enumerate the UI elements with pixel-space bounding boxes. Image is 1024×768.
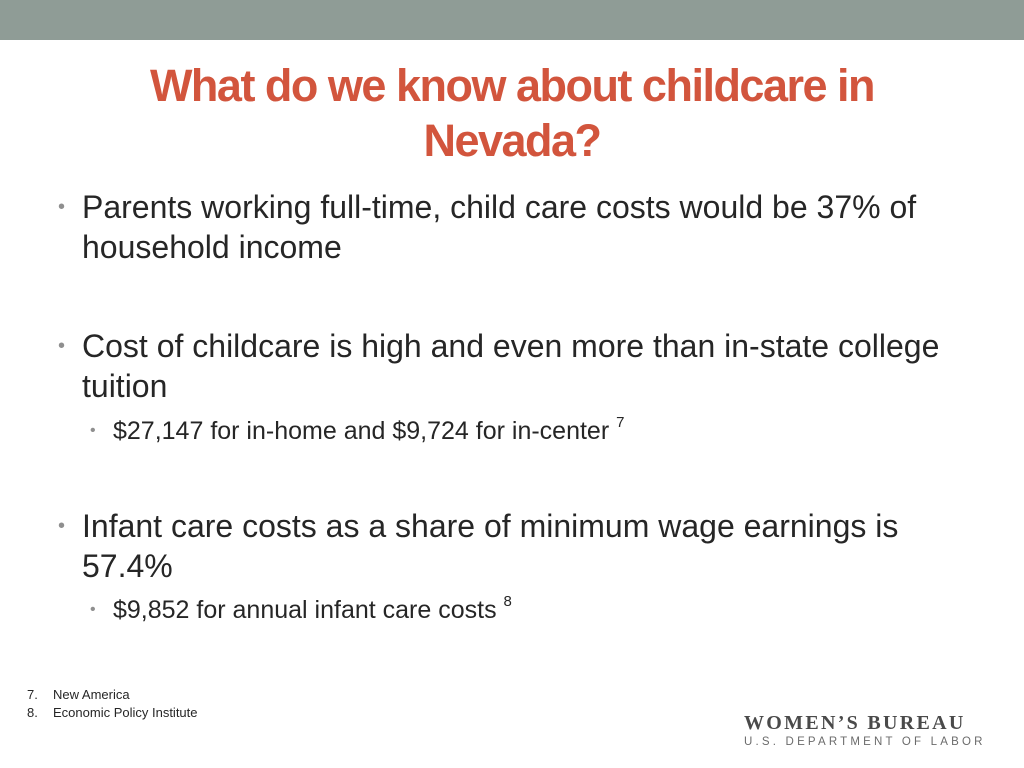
bullet-dot-icon: • xyxy=(58,335,66,357)
slide-title: What do we know about childcare in Nevada? xyxy=(149,60,875,166)
footnote-item xyxy=(27,686,198,704)
bullet-item xyxy=(58,506,982,586)
bullet-text: Parents working full-time, child care costs would be 37% of household income xyxy=(82,189,917,265)
footnote-ref: 8 xyxy=(503,593,512,610)
footnote-ref: 7 xyxy=(616,414,625,431)
sub-bullet-text: $9,852 for annual infant care costs xyxy=(113,596,497,624)
sub-bullet-item xyxy=(90,593,973,625)
footnotes xyxy=(27,686,198,722)
sub-bullet-dot-icon: • xyxy=(90,601,96,618)
bullet-item xyxy=(58,187,982,267)
sub-bullet-dot-icon: • xyxy=(90,422,96,439)
bullet-dot-icon: • xyxy=(58,196,66,218)
footnote-text: New America xyxy=(53,687,130,702)
footnote-number: 7. xyxy=(27,687,38,702)
top-banner-bar xyxy=(0,0,1024,40)
bullet-text: Cost of childcare is high and even more than in-state college tuition xyxy=(82,328,940,404)
footnote-item xyxy=(27,704,198,722)
sub-bullet-item xyxy=(90,414,973,446)
logo-department: U.S. DEPARTMENT OF LABOR xyxy=(744,736,986,748)
bullet-text: Infant care costs as a share of minimum wage earnings is 57.4% xyxy=(82,508,899,584)
womens-bureau-logo xyxy=(744,712,986,750)
footnote-number: 8. xyxy=(27,705,38,720)
logo-name: WOMEN’S BUREAU xyxy=(744,712,966,734)
footnote-text: Economic Policy Institute xyxy=(53,705,198,720)
bullet-dot-icon: • xyxy=(58,515,66,537)
sub-bullet-text: $27,147 for in-home and $9,724 for in-center xyxy=(113,417,610,445)
bullet-item xyxy=(58,326,982,406)
